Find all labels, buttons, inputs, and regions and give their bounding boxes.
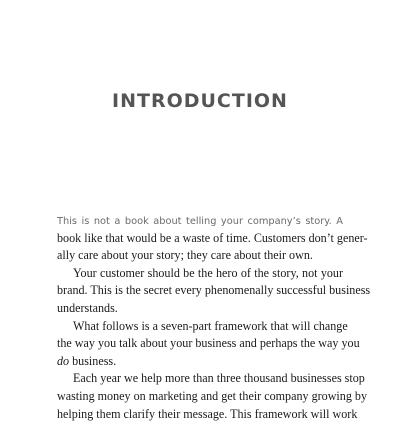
paragraph-2 xyxy=(57,265,371,318)
text-line: Your customer should be the hero of the story, not your xyxy=(73,265,343,280)
text-line: book like that would be a waste of time. Customers don’t gener- xyxy=(57,230,368,245)
text-line xyxy=(57,353,343,371)
emphasis-text: do xyxy=(57,353,70,368)
text-line: What follows is a seven-part framework that will change xyxy=(73,318,348,333)
paragraph-3 xyxy=(57,318,360,371)
text-line: the way you talk about your business and perhaps the way you xyxy=(57,336,360,351)
text-line: Each year we help more than three thousand businesses stop xyxy=(73,371,365,386)
text-line: helping them clarify their message. This framework will work xyxy=(57,406,358,421)
text-line: brand. This is the secret every phenomenally successful business xyxy=(57,283,371,298)
paragraph-1 xyxy=(57,212,368,265)
text-fragment: business. xyxy=(69,353,117,368)
text-line xyxy=(57,212,343,230)
text-line: wasting money on marketing and get their company growing by xyxy=(57,388,368,403)
lead-in-text: This is not a book about telling your company’s story. A xyxy=(57,216,343,227)
text-line: ally care about your story; they care about their own. xyxy=(57,248,313,263)
text-line: understands. xyxy=(57,300,118,315)
chapter-title: INTRODUCTION xyxy=(112,90,288,112)
paragraph-4 xyxy=(57,370,368,423)
body-text xyxy=(57,212,371,423)
